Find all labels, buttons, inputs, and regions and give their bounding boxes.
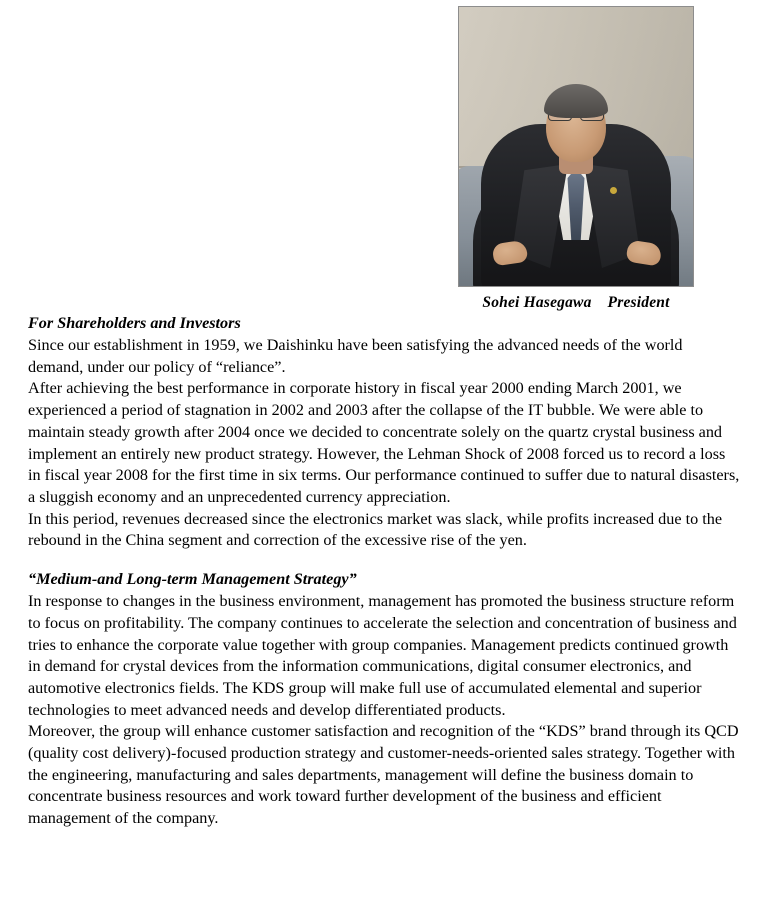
section-title-strategy: “Medium-and Long-term Management Strategy” bbox=[28, 570, 357, 589]
paragraph-revenues: In this period, revenues decreased since the electronics market was slack, while profits increased due to the rebound in the China segment and correction of the excessive rise of the yen. bbox=[28, 509, 722, 550]
section-title-shareholders: For Shareholders and Investors bbox=[28, 314, 241, 332]
paragraph-establishment: Since our establishment in 1959, we Daishinku have been satisfying the advanced needs of the world demand, under our policy of “reliance”. bbox=[28, 336, 683, 376]
portrait-photo-image bbox=[459, 7, 693, 286]
executive-portrait-photo bbox=[458, 6, 694, 287]
paragraph-performance-history: After achieving the best performance in corporate history in fiscal year 2000 ending March 2001, we experienced a period of stagnation in 2002 and 2003 after the collapse of the IT bubble. We were able to maintain steady growth after 2004 once we decided to concentrate solely on the quartz crystal business and implement an entirely new product strategy. However, the Lehman Shock of 2008 forced us to record a loss in fiscal year 2008 for the first time in six terms. Our performance continued to suffer due to natural disasters, a sluggish economy and an unprecedented currency appreciation. bbox=[28, 379, 740, 506]
portrait-caption-name: Sohei Hasegawa bbox=[482, 294, 592, 311]
portrait-caption bbox=[458, 294, 694, 312]
portrait-caption-role: President bbox=[607, 294, 670, 311]
paragraph-kds-brand: Moreover, the group will enhance customer satisfaction and recognition of the “KDS” brand through its QCD (quality cost delivery)-focused production strategy and customer-needs-oriented sales strategy. Together with the engineering, manufacturing and sales departments, management will define the business domain to concentrate business resources and work toward further development of the business and efficient management of the company. bbox=[28, 722, 739, 828]
photo-lapel-badge bbox=[610, 187, 617, 194]
section-spacer bbox=[28, 552, 740, 569]
paragraph-structure-reform: In response to changes in the business environment, management has promoted the business structure reform to focus on profitability. The company continues to accelerate the selection and concentration of business and tries to enhance the corporate value together with group companies. Management predicts continued growth in demand for crystal devices from the information communications, digital consumer electronics, and automotive electronics fields. The KDS group will make full use of accumulated elemental and superior technologies to meet advanced needs and develop differentiated products. bbox=[28, 592, 737, 719]
document-body bbox=[28, 313, 740, 830]
portrait-block bbox=[458, 6, 694, 312]
